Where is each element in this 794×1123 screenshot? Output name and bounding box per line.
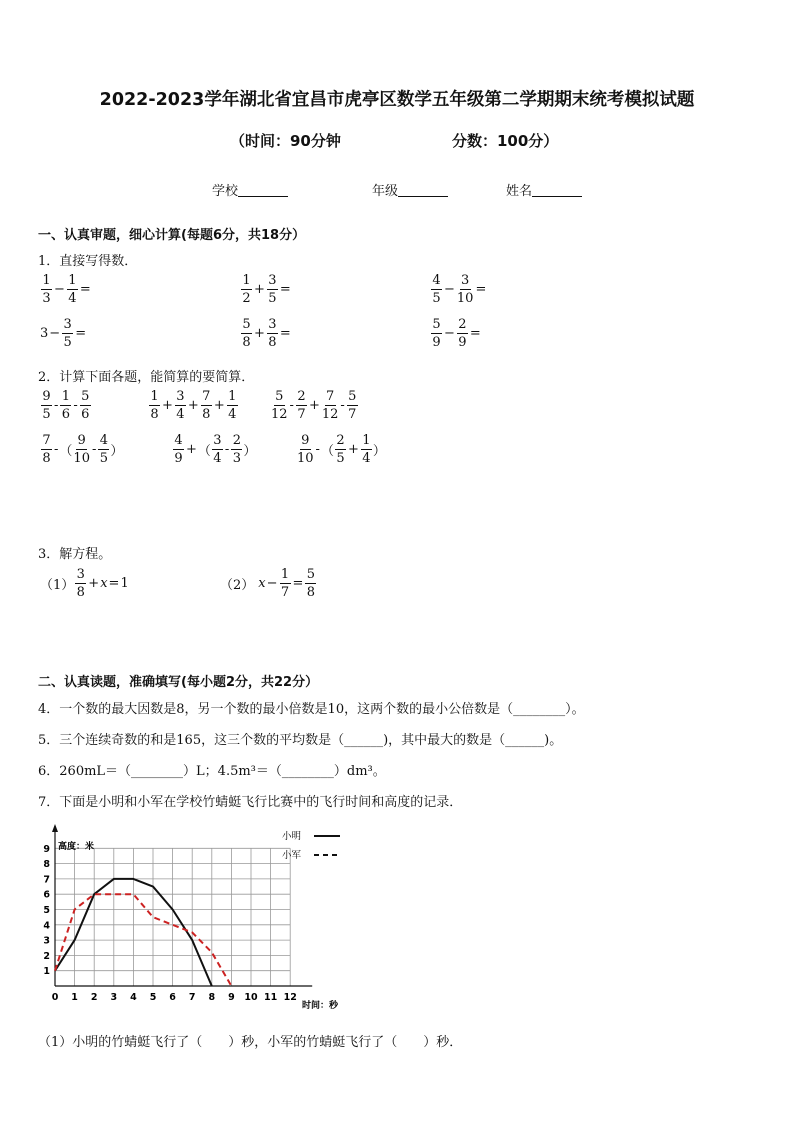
q2-expr-4: $\frac{7}{8}$ - （ $\frac{9}{10}$ - $\frac{4}{5}$ ） [42,433,124,466]
legend-label: 小军 [282,850,302,861]
question-3-label: 3．解方程。 [38,547,112,562]
y-axis-arrow [52,824,58,832]
q2-expr-5: $\frac{4}{9}$ + （ $\frac{3}{4}$ - $\frac{2}{3}$ ） [174,433,257,466]
section-1-heading: 一、认真审题，细心计算(每题6分，共18分） [38,228,306,243]
x-tick-label: 12 [283,992,297,1003]
flight-height-chart [30,820,370,1020]
score-info: 分数：100分） [452,132,559,150]
q2-expr-6: $\frac{9}{10}$ - （ $\frac{2}{5}$ + $\frac{1}{4}$ ） [297,433,386,466]
chart-legend [282,830,340,861]
q1-expr-1: $\frac{1}{3}$ − $\frac{1}{4}$ = [42,273,91,306]
q3-equation-2: （2） x − $\frac{1}{7}$ = $\frac{5}{8}$ [220,567,316,600]
y-tick-label: 7 [43,874,50,886]
x-tick-label: 1 [71,992,78,1003]
x-tick-label: 7 [188,992,196,1003]
y-tick-label: 3 [43,935,50,947]
school-field[interactable]: 学校 [212,180,288,199]
question-2-label: 2．计算下面各题，能简算的要简算． [38,370,255,385]
x-tick-label: 8 [208,992,216,1003]
q1-expr-6: $\frac{5}{9}$ − $\frac{2}{9}$ = [432,317,481,350]
legend-label: 小明 [282,831,302,842]
x-tick-label: 0 [51,992,59,1003]
y-axis-label: 高度：米 [58,842,95,852]
section-2-heading: 二、认真读题，准确填写(每小题2分，共22分） [38,675,319,690]
x-tick-label: 6 [169,992,176,1003]
y-tick-label: 6 [43,889,50,901]
question-6: 6．260mL＝（________）L；4.5m³＝（________）dm³。 [38,764,386,779]
x-tick-label: 5 [149,992,157,1003]
q1-expr-4: 3 − $\frac{3}{5}$ = [40,317,87,350]
question-7-1: （1）小明的竹蜻蜓飞行了（ ）秒，小军的竹蜻蜓飞行了（ ）秒． [38,1035,463,1050]
y-tick-label: 9 [43,843,50,855]
q2-expr-2: $\frac{1}{8}$ + $\frac{3}{4}$ + $\frac{7}{8}$ + $\frac{1}{4}$ [150,389,237,422]
chart-grid [55,848,290,986]
y-tick-label: 5 [43,905,50,916]
x-tick-label: 9 [228,992,235,1003]
q1-expr-2: $\frac{1}{2}$ + $\frac{3}{5}$ = [242,273,291,306]
page-title: 2022-2023学年湖北省宜昌市虎亭区数学五年级第二学期期末统考模拟试题 [99,90,695,110]
y-tick-label: 1 [43,966,50,978]
y-tick-label: 8 [43,859,50,871]
y-tick-label: 4 [43,920,50,932]
grade-field[interactable]: 年级 [372,180,448,199]
x-tick-label: 2 [90,992,98,1003]
question-7: 7．下面是小明和小军在学校竹蜻蜓飞行比赛中的飞行时间和高度的记录． [38,795,463,810]
x-tick-label: 4 [130,992,137,1003]
question-1-label: 1．直接写得数． [38,254,138,269]
x-axis-label: 时间：秒 [302,1001,339,1011]
x-tick-label: 3 [110,992,118,1003]
q1-expr-5: $\frac{5}{8}$ + $\frac{3}{8}$ = [242,317,291,350]
x-tick-label: 11 [263,992,278,1003]
chart-series [55,879,231,986]
y-tick-label: 2 [43,950,50,962]
q1-expr-3: $\frac{4}{5}$ − $\frac{3}{10}$ = [432,273,487,306]
question-4: 4．一个数的最大因数是8，另一个数的最小倍数是10，这两个数的最小公倍数是（________）。 [38,702,585,717]
question-5: 5．三个连续奇数的和是165，这三个数的平均数是（______)，其中最大的数是（______)。 [38,733,563,748]
time-info: （时间：90分钟 [230,132,341,150]
q2-expr-1: $\frac{9}{5}$ - $\frac{1}{6}$ - $\frac{5}{6}$ [42,389,90,422]
q3-equation-1: （1） $\frac{3}{8}$ + x = 1 [40,567,129,600]
name-field[interactable]: 姓名 [506,180,582,199]
q2-expr-3: $\frac{5}{12}$ - $\frac{2}{7}$ + $\frac{7}{12}$ - $\frac{5}{7}$ [271,389,357,422]
x-tick-label: 10 [244,992,258,1003]
